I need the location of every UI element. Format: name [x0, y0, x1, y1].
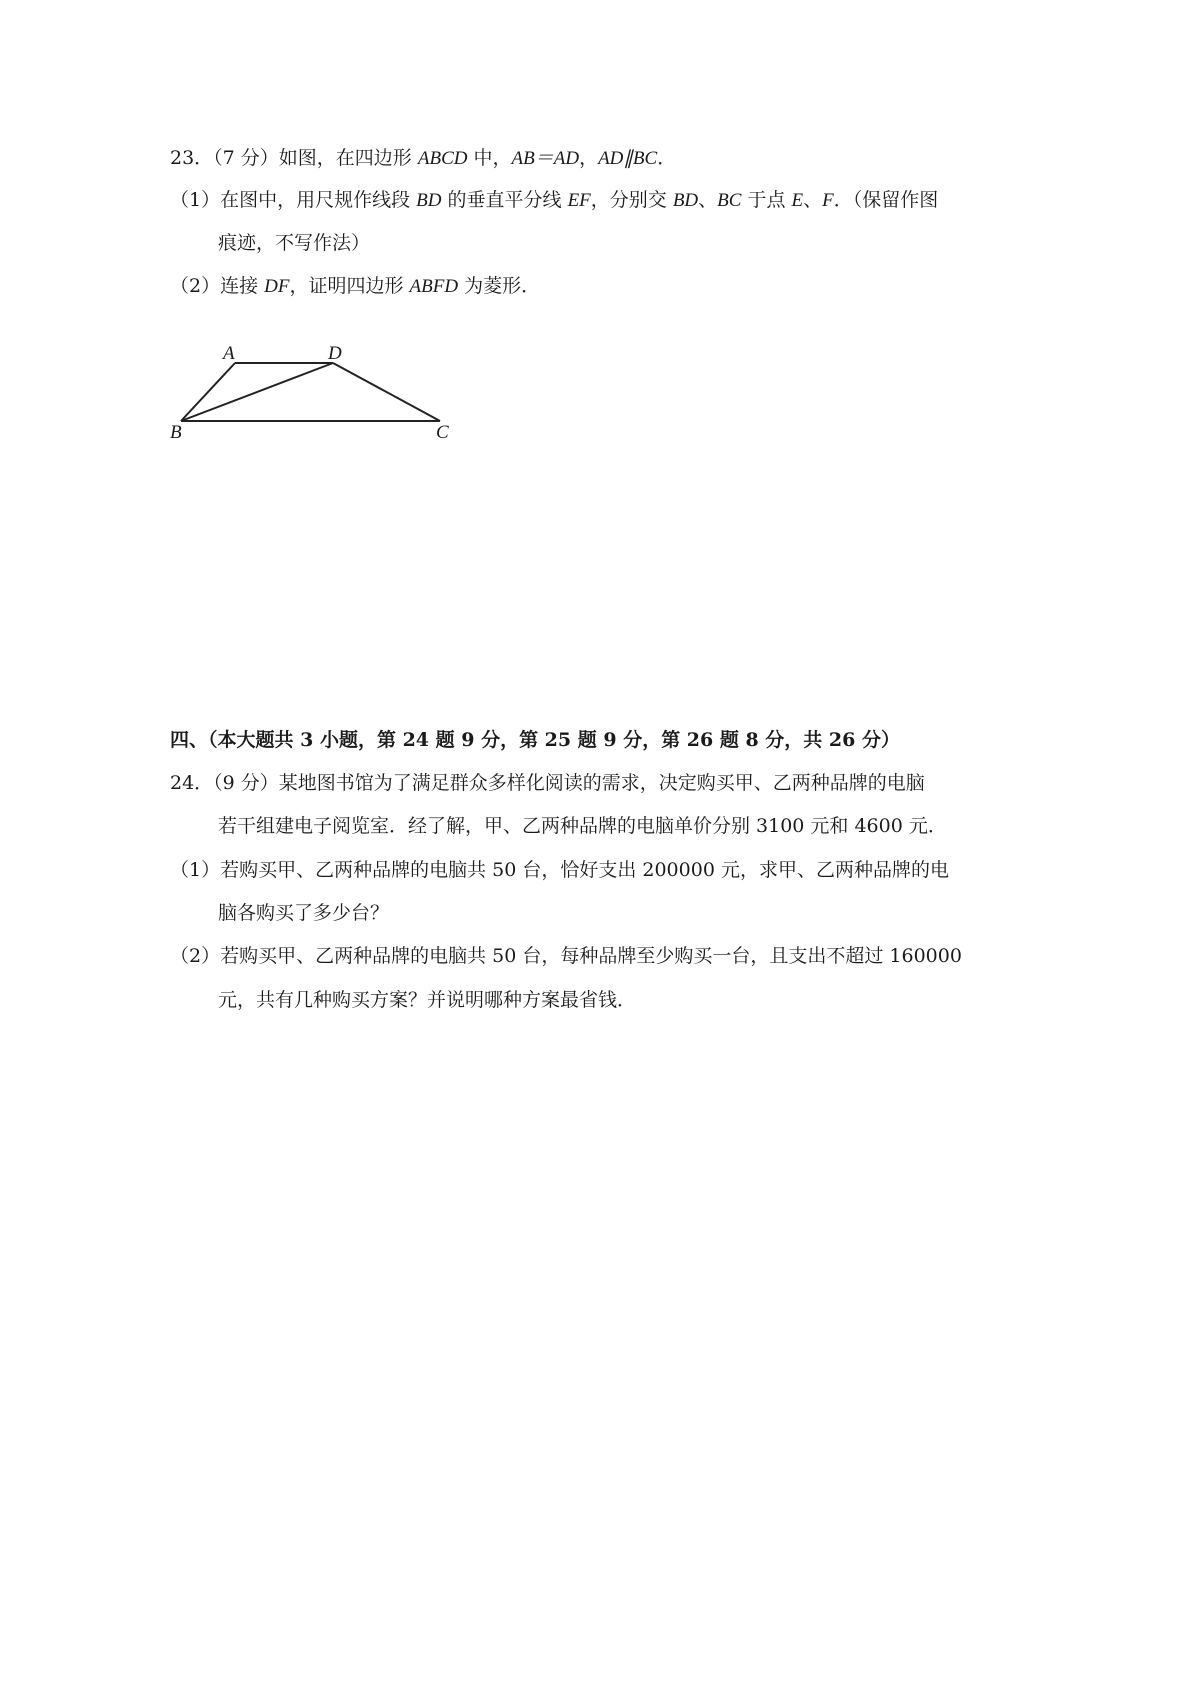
var-e: E [791, 190, 804, 211]
q23-part2 [170, 272, 540, 301]
text-segment: 、 [803, 189, 823, 211]
q23-condition-parallel: AD∥BC [598, 148, 658, 169]
q24-part1-line1: （1）若购买甲、乙两种品牌的电脑共 50 台，恰好支出 200000 元，求甲、乙两种品牌的电 [170, 859, 949, 881]
text-segment: 、 [698, 189, 718, 211]
var-ef: EF [567, 190, 591, 211]
var-df: DF [264, 276, 290, 297]
q24-part2-line1: （2）若购买甲、乙两种品牌的电脑共 50 台，每种品牌至少购买一台，且支出不超过 160000 [170, 945, 962, 967]
var-bd: BD [672, 190, 699, 211]
label-d: D [328, 343, 342, 364]
q23-title-prefix: 23．（7 分）如图，在四边形 [170, 147, 418, 169]
text-segment: （2）连接 [170, 275, 265, 297]
var-bc: BC [717, 190, 742, 211]
text-segment: ，证明四边形 [289, 275, 410, 297]
q23-condition-eq: AB＝AD [511, 148, 580, 169]
q24-line2: 若干组建电子阅览室．经了解，甲、乙两种品牌的电脑单价分别 3100 元和 4600 元． [218, 815, 947, 837]
q24-line1: 24．（9 分）某地图书馆为了满足群众多样化阅读的需求，决定购买甲、乙两种品牌的电脑 [170, 772, 925, 794]
q23-title [170, 144, 676, 173]
text-segment: 的垂直平分线 [441, 189, 568, 211]
text-segment: ，分别交 [590, 189, 673, 211]
q24-part1-line2: 脑各购买了多少台？ [218, 902, 390, 924]
text-segment: 于点 [741, 189, 792, 211]
q23-title-mid: 中， [467, 147, 512, 169]
q23-title-sep: ， [579, 147, 599, 169]
text-segment: （1）在图中，用尺规作线段 [170, 189, 417, 211]
text-segment: ．（保留作图 [833, 189, 939, 211]
var-f: F [822, 190, 834, 211]
q24-part2-line2: 元，共有几种购买方案？并说明哪种方案最省钱． [218, 989, 637, 1011]
label-c: C [436, 422, 449, 443]
q23-part1-line1 [170, 186, 938, 215]
text-segment: 为菱形． [458, 275, 541, 297]
q23-title-end: ． [657, 147, 677, 169]
segment-ab [181, 363, 235, 421]
q23-quad-name: ABCD [417, 148, 468, 169]
segment-dc [333, 363, 440, 421]
label-a: A [223, 343, 235, 364]
var-bd: BD [416, 190, 442, 211]
var-abfd: ABFD [409, 276, 459, 297]
section-heading: 四、（本大题共 3 小题，第 24 题 9 分，第 25 题 9 分，第 26 题 8 分，共 26 分） [170, 729, 900, 751]
label-b: B [170, 422, 182, 443]
segment-bd [181, 363, 333, 421]
q23-part1-line2: 痕迹，不写作法） [218, 232, 371, 254]
trapezoid-figure [170, 338, 470, 488]
